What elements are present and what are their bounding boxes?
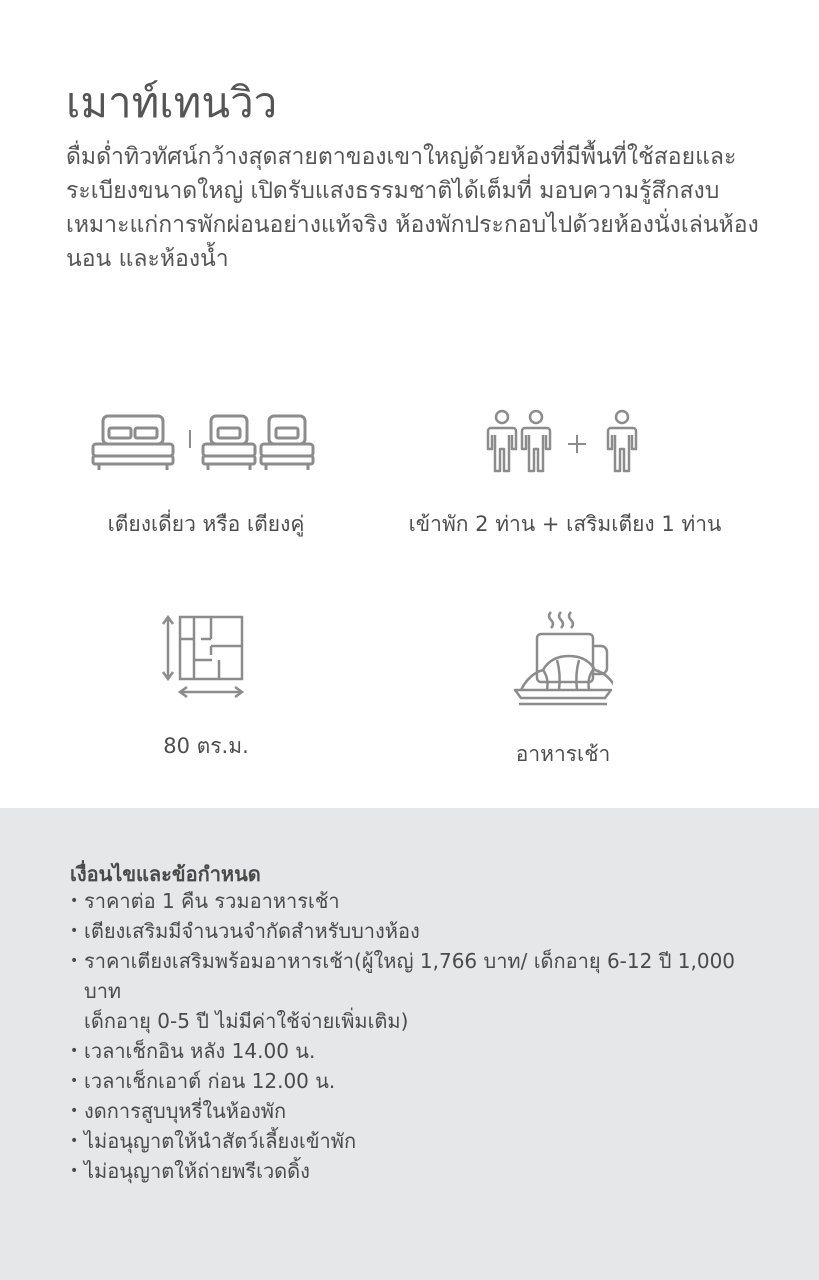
feature-bed-label: เตียงเดี่ยว หรือ เตียงคู่ xyxy=(107,512,305,536)
terms-item: • งดการสูบบุหรี่ในห้องพัก xyxy=(70,1096,770,1126)
terms-item: • ราคาเตียงเสริมพร้อมอาหารเช้า(ผู้ใหญ่ 1,766 บาท/ เด็กอายุ 6-12 ปี 1,000 บาท เด็กอายุ 0-5 ปี ไม่มีค่าใช้จ่ายเพิ่มเติม) xyxy=(70,946,770,1036)
terms-list xyxy=(70,886,770,1186)
room-description: ดื่มด่ำทิวทัศน์กว้างสุดสายตาของเขาใหญ่ด้วยห้องที่มีพื้นที่ใช้สอยและระเบียงขนาดใหญ่ เปิดรับแสงธรรมชาติได้เต็มที่ มอบความรู้สึกสงบเหมาะแก่การพักผ่อนอย่างแท้จริง ห้องพักประกอบไปด้วยห้องนั่งเล่นห้องนอน และห้องน้ำ xyxy=(66,144,759,272)
feature-size-label: 80 ตร.ม. xyxy=(163,734,249,758)
feature-breakfast-label: อาหารเช้า xyxy=(515,742,611,766)
breakfast-icon xyxy=(513,608,613,712)
feature-breakfast xyxy=(373,608,753,771)
terms-item: • เวลาเช็กอิน หลัง 14.00 น. xyxy=(70,1036,770,1066)
feature-size xyxy=(16,612,396,763)
terms-item: • เวลาเช็กเอาต์ ก่อน 12.00 น. xyxy=(70,1066,770,1096)
room-title: เมาท์เทนวิว xyxy=(66,78,278,127)
terms-item: • ไม่อนุญาตให้ถ่ายพรีเวดดิ้ง xyxy=(70,1156,770,1186)
feature-bed xyxy=(16,408,396,541)
feature-guests-label: เข้าพัก 2 ท่าน + เสริมเตียง 1 ท่าน xyxy=(408,512,722,536)
terms-title: เงื่อนไขและข้อกำหนด xyxy=(70,862,261,886)
terms-section xyxy=(0,808,819,1280)
terms-item: • เตียงเสริมมีจำนวนจำกัดสำหรับบางห้อง xyxy=(70,916,770,946)
feature-guests xyxy=(375,408,755,541)
terms-item: • ราคาต่อ 1 คืน รวมอาหารเช้า xyxy=(70,886,770,916)
guests-icon xyxy=(485,408,645,478)
bed-icon xyxy=(91,408,321,478)
terms-item: • ไม่อนุญาตให้นำสัตว์เลี้ยงเข้าพัก xyxy=(70,1126,770,1156)
floor-plan-icon xyxy=(161,612,251,704)
